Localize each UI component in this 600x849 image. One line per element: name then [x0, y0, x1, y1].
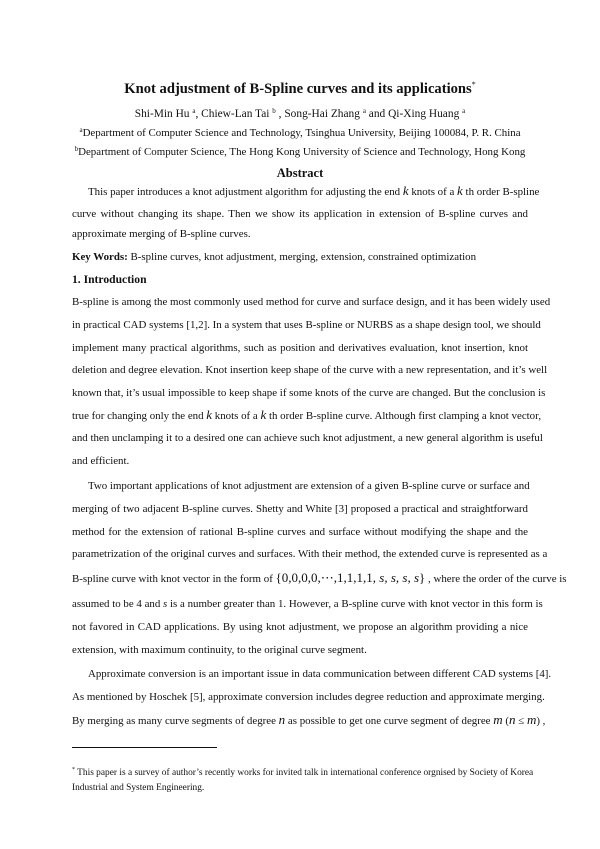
knot-vector: {0,0,0,0,⋯,1,1,1,1,: [275, 570, 380, 585]
author-list: Shi-Min Hu $^a$, Chiew-Lan Tai $^b$ , Song-Hai Zhang $^a$ and Qi-Xing Huang $^a$: [134, 107, 466, 120]
paragraph-line: assumed to be 4 and s is a number greater than 1. However, a B-spline curve with knot vector in this form is: [72, 598, 543, 610]
author-affiliation-mark: a: [462, 107, 466, 115]
author-name: Chiew-Lan Tai: [201, 108, 270, 120]
footnote-divider: [72, 747, 217, 748]
paragraph-line: true for changing only the end k knots of a k th order B-spline curve. Although first clamping a knot vector,: [72, 407, 542, 422]
paragraph-line: Two important applications of knot adjustment are extension of a given B-spline curve or surface and: [88, 480, 530, 492]
paragraph-line: not favored in CAD applications. By using knot adjustment, we propose an algorithm providing a nice: [72, 621, 528, 633]
author-name: Song-Hai Zhang: [284, 108, 360, 120]
author-affiliation-mark: a: [362, 107, 366, 115]
keywords-text: B-spline curves, knot adjustment, merging, extension, constrained optimization: [127, 251, 477, 263]
footnote: * This paper is a survey of author’s recently works for invited talk in international conference orgnised by Society of Korea: [72, 767, 534, 778]
affiliation-b: $^b$Department of Computer Science, The Hong Kong University of Science and Technology, Hong Kong: [74, 145, 526, 158]
paragraph-line: and then unclamping it to a desired one can achieve such knot adjustment, a new general algorithm is useful: [72, 432, 543, 444]
author-affiliation-mark: a: [192, 107, 196, 115]
footnote-continuation: Industrial and System Engineering.: [72, 783, 205, 793]
paragraph-line: As mentioned by Hoschek [5], approximate conversion includes degree reduction and approximate merging.: [72, 691, 545, 703]
section-heading-introduction: 1. Introduction: [72, 273, 147, 286]
paragraph-line: implement many practical algorithms, such as position and derivatives evaluation, knot insertion, knot: [72, 342, 528, 354]
abstract-line: curve without changing its shape. Then we show its application in extension of B-spline curves and: [72, 208, 528, 220]
paragraph-line: By merging as many curve segments of degree n as possible to get one curve segment of degree m (n ≤ m) ,: [72, 712, 546, 727]
keywords: [72, 250, 476, 264]
paragraph-line: Approximate conversion is an important issue in data communication between different CAD systems [4].: [88, 668, 552, 680]
author-affiliation-mark: b: [272, 107, 276, 115]
title-footnote-mark: *: [471, 80, 476, 89]
affiliation-a: $^a$Department of Computer Science and Technology, Tsinghua University, Beijing 100084, P. R. China: [79, 126, 521, 139]
author-name: Shi-Min Hu: [134, 108, 190, 120]
paragraph-line: parametrization of the original curves and surfaces. With their method, the extended curve is represented as a: [72, 548, 548, 560]
paragraph-line: in practical CAD systems [1,2]. In a system that uses B-spline or NURBS as a shape design tool, we should: [72, 319, 541, 331]
paragraph-line: method for the extension of rational B-spline curves and surface without modifying the shape and the: [72, 526, 528, 538]
paragraph-line: B-spline is among the most commonly used method for curve and surface design, and it has been widely used: [72, 296, 551, 308]
paragraph-line: merging of two adjacent B-spline curves. Shetty and White [3] proposed a practical and straightforward: [72, 503, 528, 515]
paragraph-line: extension, with maximum continuity, to the original curve segment.: [72, 644, 367, 656]
knot-vector-line: B-spline curve with knot vector in the form of {0,0,0,0,⋯,1,1,1,1, s, s, s, s} , where the order of the curve is: [72, 570, 567, 585]
abstract-line: This paper introduces a knot adjustment algorithm for adjusting the end k knots of a k th order B-spline: [88, 183, 540, 198]
paragraph-line: deletion and degree elevation. Knot insertion keep shape of the curve with a new representation, and it’s well: [72, 364, 548, 376]
keywords-label: Key Words:: [72, 251, 128, 263]
footnote-mark: *: [72, 767, 75, 773]
paper-title: Knot adjustment of B-Spline curves and its applications*: [124, 80, 476, 97]
abstract-line: approximate merging of B-spline curves.: [72, 228, 251, 240]
paragraph-line: known that, it’s usual impossible to keep shape if some knots of the curve are changed. But the conclusion is: [72, 387, 546, 399]
abstract-heading: Abstract: [276, 166, 324, 180]
paragraph-line: and efficient.: [72, 455, 130, 467]
author-name: Qi-Xing Huang: [388, 108, 460, 120]
